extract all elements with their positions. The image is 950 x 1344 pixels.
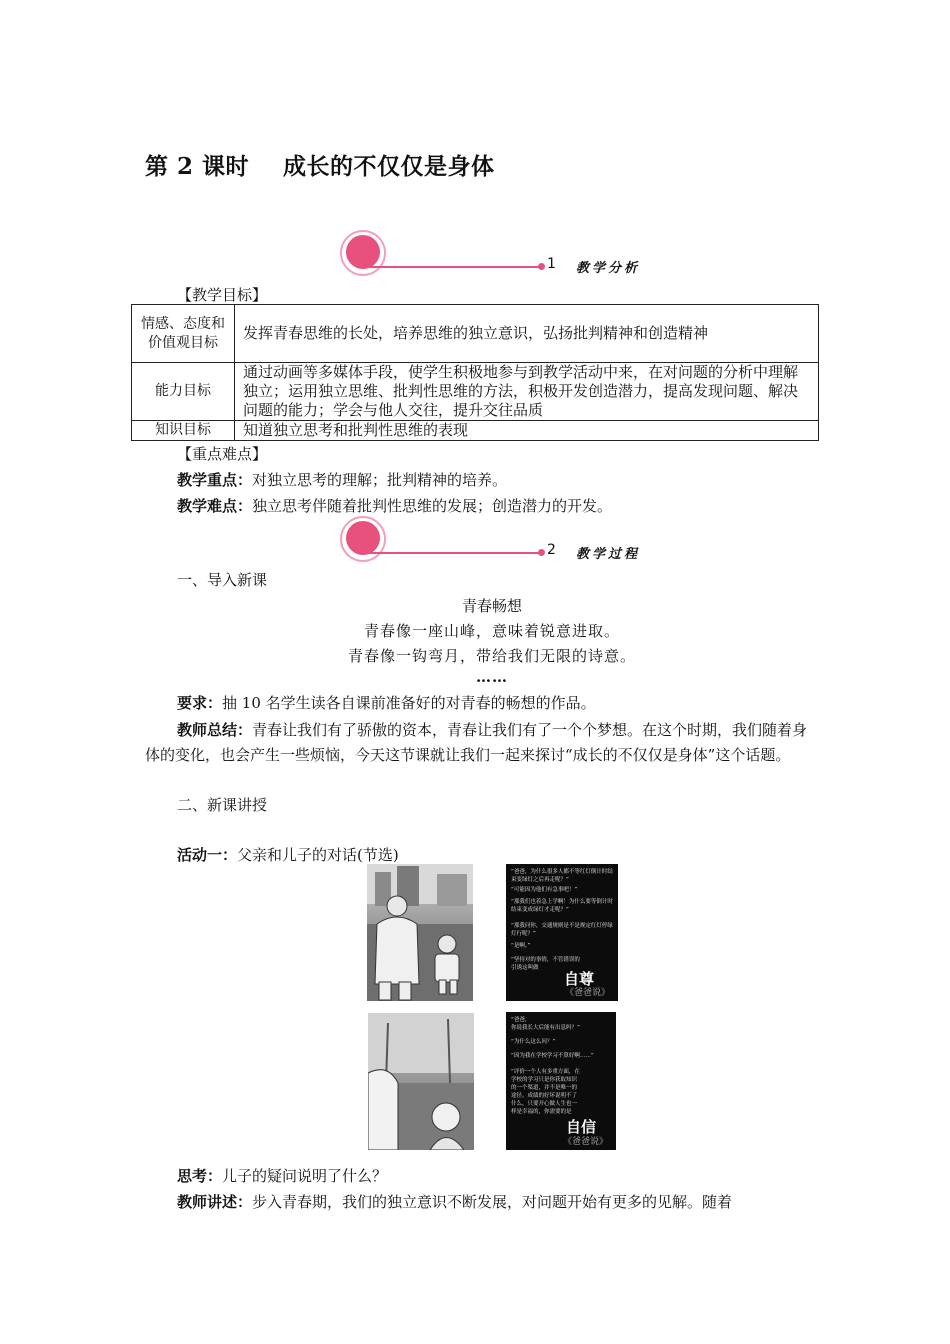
goal-header: 能力目标 (132, 363, 235, 421)
poem-line: 青春像一座山峰，意味着锐意进取。 (363, 622, 620, 640)
comic-line: “为什么这么问？” (511, 1039, 556, 1045)
section-number: 1 (547, 256, 556, 272)
difficult-point-label: 教学难点： (177, 497, 253, 515)
comic-line: “评价一个人有多重方面，在学校的学习只是你获取知识的一个渠道，并不是唯一的途径。成绩的好坏说明不了什么，只要开心做人生也一样是幸福的，你需要的是 (511, 1069, 580, 1115)
section-label: 教学过程 (576, 547, 641, 562)
banner-line (368, 552, 540, 554)
section-number: 2 (547, 542, 556, 558)
key-point (145, 468, 810, 493)
comic-photo-crosswalk (367, 864, 473, 1001)
goal-header: 情感、态度和价值观目标 (132, 305, 235, 363)
think-question (145, 1164, 810, 1189)
comic-photo-street (368, 1013, 474, 1150)
table-row (132, 305, 819, 363)
requirement (145, 691, 810, 716)
table-row (132, 421, 819, 441)
activity (145, 843, 810, 868)
requirement-text: 抽 10 名学生读各自课前准备好的对青春的畅想的作品。 (222, 694, 596, 712)
activity-text: 父亲和儿子的对话(节选) (237, 846, 399, 864)
step-intro: 一、导入新课 (177, 571, 268, 589)
banner-end-dot-icon (538, 263, 545, 270)
summary-text: 青春让我们有了骄傲的资本，青春让我们有了一个个梦想。在这个时期，我们随着身体的变化，也会产生一些烦恼，今天这节课就让我们一起来探讨“成长的不仅仅是身体”这个话题。 (145, 721, 808, 764)
goal-header: 知识目标 (132, 421, 235, 441)
section-label: 教学分析 (576, 261, 641, 276)
comic-line: “可能因为他们有急事吧！” (511, 887, 578, 893)
think-label: 思考： (177, 1167, 223, 1185)
goals-heading: 【教学目标】 (177, 286, 268, 304)
comic-keyword: 自尊 (564, 970, 595, 988)
difficult-point-text: 独立思考伴随着批判性思维的发展；创造潜力的开发。 (252, 497, 613, 515)
lecture-label: 教师讲述： (177, 1193, 253, 1211)
goal-content: 知道独立思考和批判性思维的表现 (235, 421, 819, 441)
think-text: 儿子的疑问说明了什么？ (222, 1167, 388, 1185)
comic-keyword: 自信 (566, 1118, 597, 1136)
requirement-label: 要求： (177, 694, 223, 712)
comic-caption: 《爸爸说》 (564, 988, 610, 998)
page-title: 第 2 课时 成长的不仅仅是身体 (145, 153, 495, 180)
comic-line: “坚持对的事情，不管错误的引诱这叫做 (511, 957, 580, 971)
step-lecture: 二、新课讲授 (177, 796, 268, 814)
key-point-label: 教学重点： (177, 471, 253, 489)
section-banner-analysis (340, 230, 660, 280)
comic-line: “那我问你，交通规则是不是规定红灯停绿灯行呢？” (511, 923, 613, 937)
comic-caption: 《爸爸说》 (562, 1137, 608, 1147)
teacher-summary (145, 718, 810, 768)
poem-line: 青春像一钩弯月，带给我们无限的诗意。 (347, 647, 636, 665)
father-son-illustration-icon (367, 864, 473, 1001)
poem-title: 青春畅想 (461, 597, 522, 615)
comic-line: “爸爸，为什么很多人都不等红灯倒计时结束变绿灯之后再走呢？” (511, 869, 613, 883)
goals-table (131, 304, 819, 441)
comic-text-panel-1 (506, 864, 618, 1001)
father-son-walking-icon (368, 1013, 474, 1150)
section-banner-process (340, 516, 660, 566)
banner-dot-icon (346, 521, 380, 555)
lecture-text: 步入青春期，我们的独立意识不断发展，对问题开始有更多的见解。随着 (252, 1193, 733, 1211)
comic-line: “爸爸， (511, 1017, 531, 1023)
banner-line (368, 266, 540, 268)
comic-line: “是啊。” (511, 943, 531, 949)
key-heading: 【重点难点】 (177, 445, 268, 463)
goal-content: 发挥青春思维的长处，培养思维的独立意识，弘扬批判精神和创造精神 (235, 305, 819, 363)
comic-line: “因为我在学校学习不算好啊……” (511, 1053, 594, 1059)
summary-label: 教师总结： (177, 721, 253, 739)
banner-end-dot-icon (538, 549, 545, 556)
teacher-lecture (145, 1190, 810, 1215)
comic-line: 你说我长大后能有出息吗？” (511, 1025, 580, 1031)
comic-line: “那我们也着急上学啊！为什么要等倒计时结束变成绿灯才走呢？” (511, 899, 613, 913)
goal-content: 通过动画等多媒体手段，使学生积极地参与到教学活动中来，在对问题的分析中理解独立；运用独立思维、批判性思维的方法，积极开发创造潜力，提高发现问题、解决问题的能力；学会与他人交往，提升交往品质 (235, 363, 819, 421)
poem-line: …… (476, 668, 508, 686)
comic-text-panel-2 (506, 1012, 616, 1150)
activity-label: 活动一： (177, 846, 238, 864)
table-row (132, 363, 819, 421)
banner-dot-icon (346, 235, 380, 269)
key-point-text: 对独立思考的理解；批判精神的培养。 (252, 471, 508, 489)
